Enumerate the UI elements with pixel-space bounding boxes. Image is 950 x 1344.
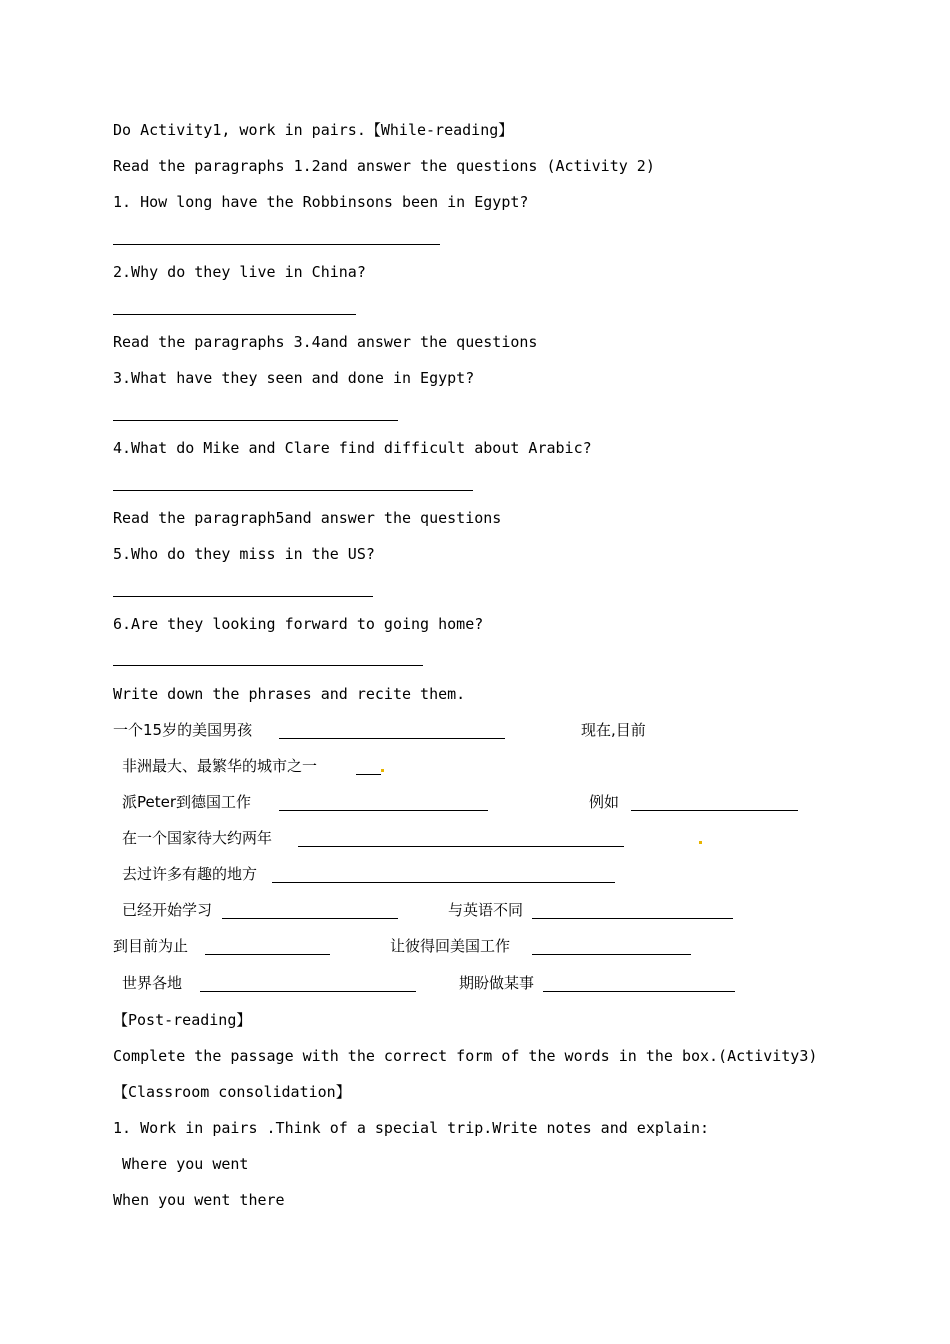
- phrase-1-blank[interactable]: [279, 738, 505, 739]
- phrase-7: 去过许多有趣的地方: [122, 865, 258, 883]
- phrase-6: 在一个国家待大约两年: [122, 829, 273, 847]
- answer-line-6[interactable]: [113, 665, 423, 666]
- phrase-3: 非洲最大、最繁华的城市之一: [122, 757, 318, 775]
- phrase-8-blank[interactable]: [222, 918, 398, 919]
- phrase-5: 例如: [589, 793, 620, 811]
- question-6: 6.Are they looking forward to going home?: [113, 615, 484, 633]
- answer-line-3[interactable]: [113, 420, 398, 421]
- question-4: 4.What do Mike and Clare find difficult about Arabic?: [113, 439, 592, 457]
- question-5: 5.Who do they miss in the US?: [113, 545, 375, 563]
- phrases-instruction: Write down the phrases and recite them.: [113, 685, 466, 703]
- phrase-1: 一个15岁的美国男孩: [113, 721, 253, 739]
- classroom-consolidation-heading: 【Classroom consolidation】: [113, 1083, 351, 1101]
- phrase-10: 到目前为止: [113, 937, 189, 955]
- phrase-2: 现在,目前: [581, 721, 646, 739]
- where-you-went: Where you went: [113, 1155, 249, 1173]
- read-paragraphs-3-4: Read the paragraphs 3.4and answer the questions: [113, 333, 538, 351]
- phrase-9: 与英语不同: [448, 901, 524, 919]
- phrase-11: 让彼得回美国工作: [390, 937, 511, 955]
- answer-line-1[interactable]: [113, 244, 440, 245]
- answer-line-2[interactable]: [113, 314, 356, 315]
- phrase-13-blank[interactable]: [543, 991, 735, 992]
- phrase-9-blank[interactable]: [532, 918, 733, 919]
- phrase-13: 期盼做某事: [459, 974, 535, 992]
- phrase-4: 派Peter到德国工作: [122, 793, 252, 811]
- question-2: 2.Why do they live in China?: [113, 263, 366, 281]
- activity1-instruction: Do Activity1, work in pairs.【While-reading】: [113, 121, 514, 139]
- read-paragraph-5: Read the paragraph5and answer the questions: [113, 509, 502, 527]
- phrase-3-blank[interactable]: [356, 774, 381, 775]
- task-1: 1. Work in pairs .Think of a special trip.Write notes and explain:: [113, 1119, 710, 1137]
- answer-line-4[interactable]: [113, 490, 473, 491]
- question-3: 3.What have they seen and done in Egypt?: [113, 369, 475, 387]
- question-1: 1. How long have the Robbinsons been in Egypt?: [113, 193, 529, 211]
- phrase-12-blank[interactable]: [200, 991, 416, 992]
- complete-passage-instruction: Complete the passage with the correct form of the words in the box.(Activity3): [113, 1047, 818, 1065]
- phrase-10-blank[interactable]: [205, 954, 330, 955]
- phrase-7-blank[interactable]: [272, 882, 615, 883]
- phrase-5-blank[interactable]: [631, 810, 798, 811]
- phrase-8: 已经开始学习: [122, 901, 213, 919]
- phrase-11-blank[interactable]: [532, 954, 691, 955]
- post-reading-heading: 【Post-reading】: [113, 1011, 252, 1029]
- stray-mark: [381, 769, 384, 772]
- answer-line-5[interactable]: [113, 596, 373, 597]
- phrase-12: 世界各地: [122, 974, 183, 992]
- when-you-went: When you went there: [113, 1191, 285, 1209]
- phrase-6-blank[interactable]: [298, 846, 624, 847]
- read-paragraphs-1-2: Read the paragraphs 1.2and answer the questions (Activity 2): [113, 157, 655, 175]
- stray-mark: [699, 841, 702, 844]
- phrase-4-blank[interactable]: [279, 810, 488, 811]
